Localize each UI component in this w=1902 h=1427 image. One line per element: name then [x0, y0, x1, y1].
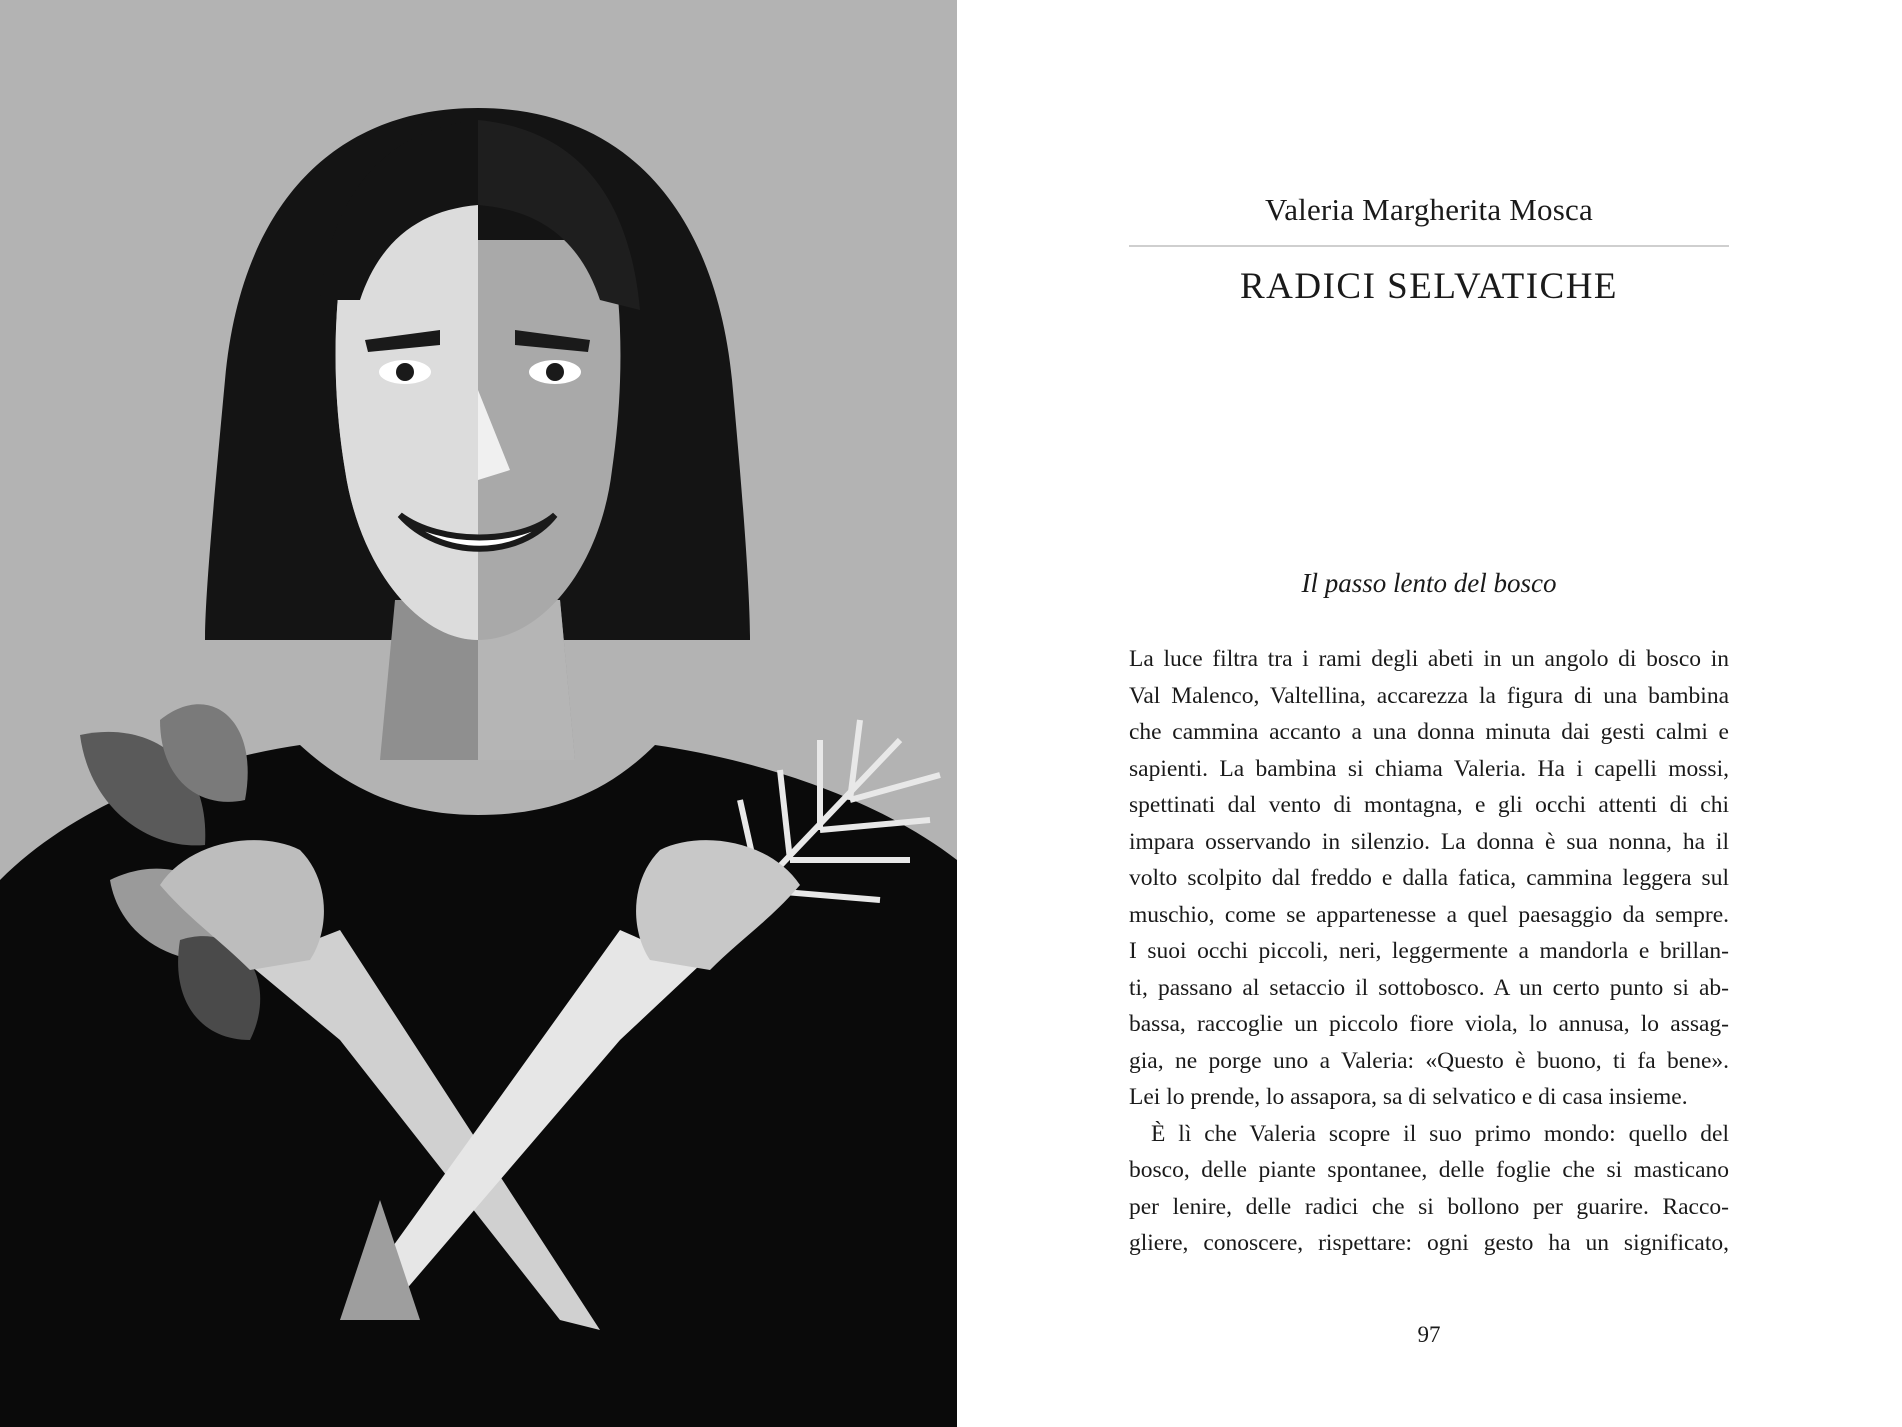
- body-text: [1129, 641, 1729, 1262]
- page-number: 97: [1417, 1322, 1441, 1347]
- text-line: bosco, delle piante spontanee, delle foglie che si masticano: [1129, 1157, 1729, 1183]
- text-line: volto scolpito dal freddo e dalla fatica, cammina leggera sul: [1129, 865, 1729, 891]
- text-line: muschio, come se appartenesse a quel paesaggio da sempre.: [1129, 901, 1729, 928]
- text-line: per lenire, delle radici che si bollono per guarire. Racco-: [1129, 1193, 1729, 1220]
- text-line: che cammina accanto a una donna minuta dai gesti calmi e: [1129, 719, 1729, 745]
- text-line: I suoi occhi piccoli, neri, leggermente a mandorla e brillan-: [1129, 938, 1729, 964]
- text-line: gia, ne porge uno a Valeria: «Questo è buono, ti fa bene».: [1129, 1047, 1729, 1074]
- text-line: ti, passano al setaccio il sottobosco. A un certo punto si ab-: [1129, 974, 1729, 1001]
- text-line: gliere, conoscere, rispettare: ogni gesto ha un significato,: [1129, 1230, 1729, 1256]
- text-line: È lì che Valeria scopre il suo primo mondo: quello del: [1151, 1120, 1729, 1147]
- section-subtitle: Il passo lento del bosco: [1301, 568, 1557, 598]
- shirt-shape: [0, 745, 957, 1427]
- chapter-title: RADICI SELVATICHE: [1239, 266, 1619, 307]
- text-line: sapienti. La bambina si chiama Valeria. Ha i capelli mossi,: [1129, 755, 1729, 782]
- text-page: [957, 0, 1902, 1427]
- text-line: Val Malenco, Valtellina, accarezza la figura di una bambina: [1129, 682, 1729, 709]
- text-line: Lei lo prende, lo assapora, sa di selvatico e di casa insieme.: [1129, 1084, 1688, 1110]
- header-divider: [1129, 245, 1729, 247]
- text-line: spettinati dal vento di montagna, e gli occhi attenti di chi: [1129, 792, 1729, 818]
- text-line: La luce filtra tra i rami degli abeti in un angolo di bosco in: [1129, 646, 1729, 672]
- text-line: impara osservando in silenzio. La donna è sua nonna, ha il: [1129, 828, 1729, 855]
- author-name: Valeria Margherita Mosca: [1265, 192, 1593, 227]
- text-line: bassa, raccoglie un piccolo fiore viola, lo annusa, lo assag-: [1129, 1011, 1729, 1037]
